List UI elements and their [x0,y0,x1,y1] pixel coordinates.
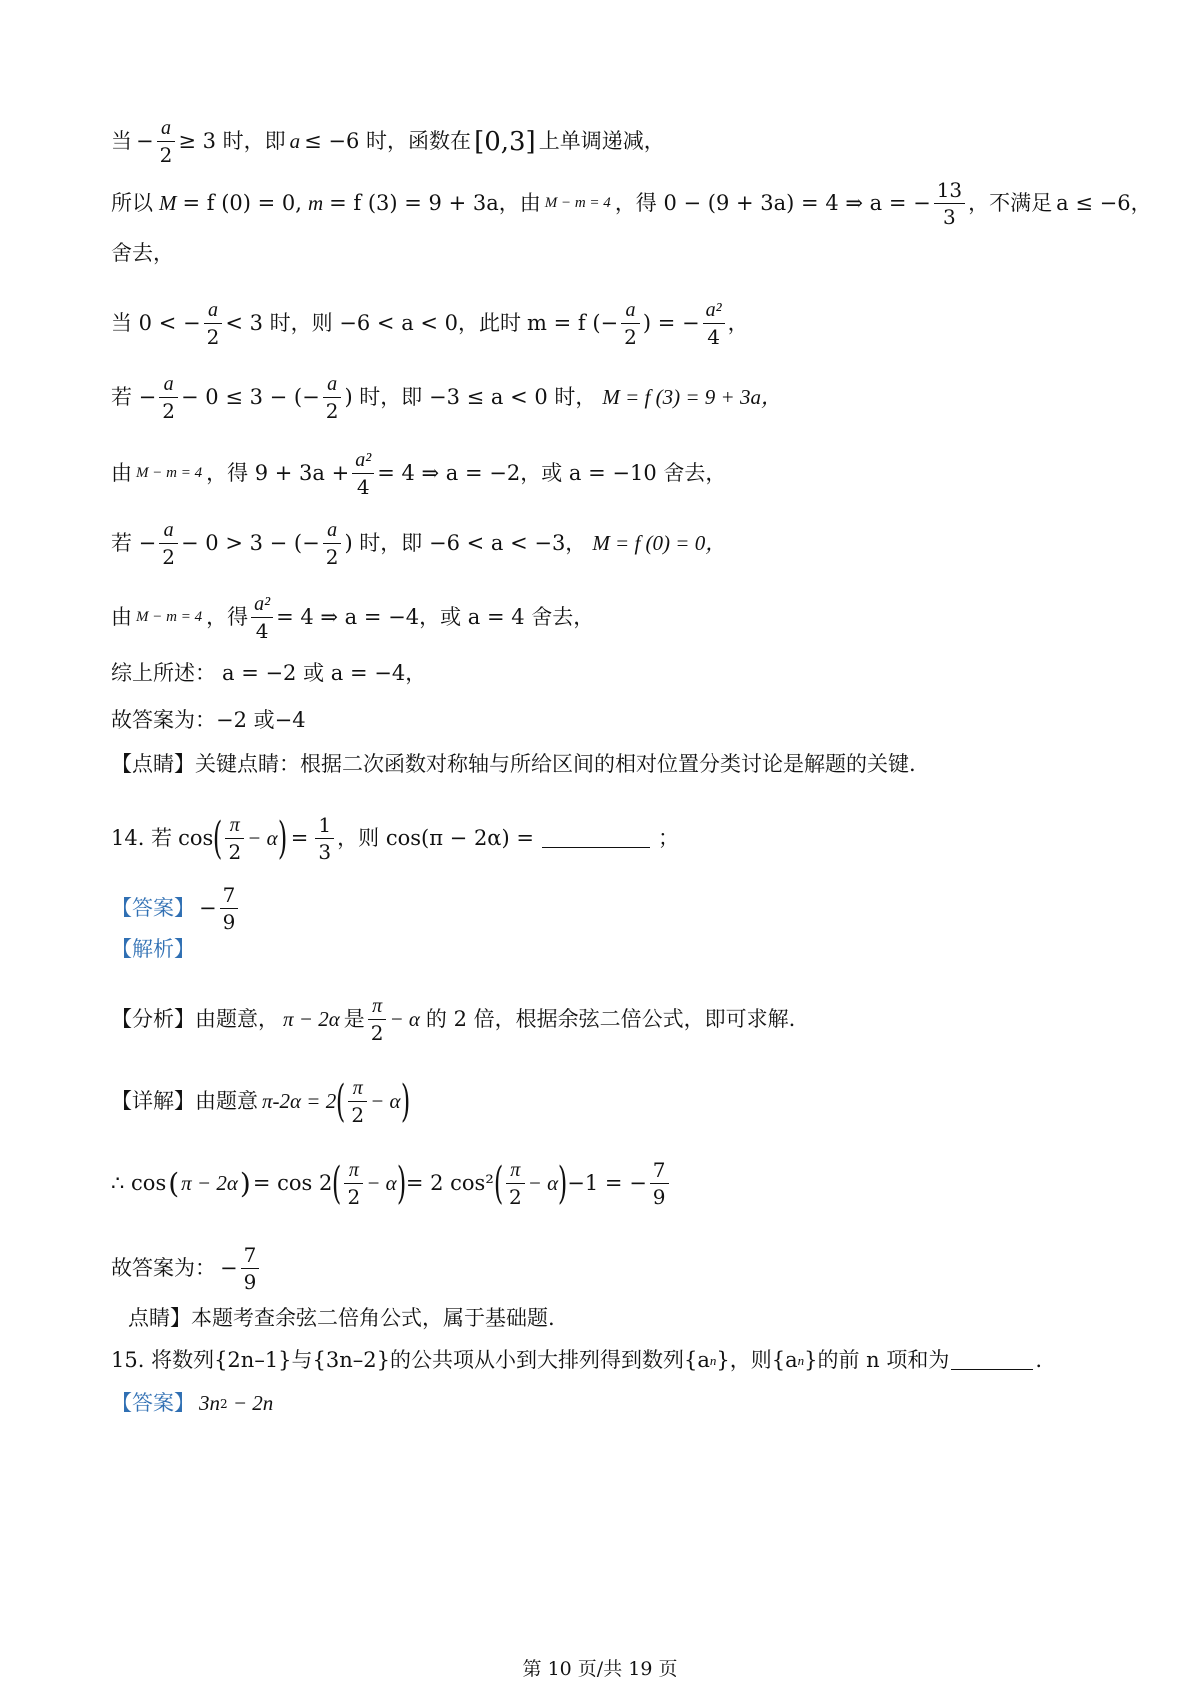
key-point-14 [128,1308,555,1329]
fraction: $\frac{\text{a²}}{4}$ [251,594,273,641]
text: ≤ −6 时，函数在 [304,129,472,153]
interval: [0,3] [474,126,536,157]
line-if-2 [111,520,726,567]
condition: M − m = 4 [136,465,203,481]
fraction: $\frac{1}{3}$ [315,815,334,862]
line-key-point [111,754,916,775]
analysis-tag: 【解析】 [111,937,195,961]
text: 【详解】由题意 [111,1089,258,1113]
fraction: $\frac{a}{2}$ [157,118,176,165]
text: 舍去， [111,241,174,265]
text: 故答案为： [111,1256,216,1280]
text: = f (3) = 9 + 3a [329,191,499,215]
question-number: 14. 若 [111,826,173,850]
answer-blank[interactable] [542,829,650,848]
answer-tag: 【答案】 [111,1391,195,1415]
text: }的前 n 项和为 [804,1348,950,1372]
text: 当 [111,129,132,153]
line-so: 所以 M = f (0) = 0, m = f (3) = 9 + 3a ，由 M − m = 4 ，得 0 − (9 + 3a) = 4 ⇒ a = − $\frac{13}{3}$ ，不满足 a ≤ −6， [111,178,1152,229]
fraction: $\frac{a}{2}$ [159,374,178,421]
text: cos [178,826,214,850]
fraction: $\frac{a}{2}$ [323,374,342,421]
text: ，不满足 [968,191,1053,215]
line-from-1 [111,450,726,497]
text: 由 [111,605,132,629]
text: ； [657,826,679,850]
fraction: $\frac{a}{2}$ [323,520,342,567]
text: ∴ cos [111,1171,167,1195]
text: m = f (− [527,311,619,335]
line-discard [111,243,174,264]
fraction: $\frac{a}{2}$ [159,520,178,567]
text: a = −2 或 a = −4， [222,661,427,685]
analysis-line [111,996,795,1043]
text: − 2n [227,1391,274,1415]
text: 当 0 < − [111,311,201,335]
text: ，得 [206,605,249,629]
text: = 4 ⇒ a = −2，或 a = −10 舍去， [377,461,727,485]
text: = f (0) = 0, [182,191,302,215]
text: π − 2α [181,1171,238,1195]
text: 故答案为：−2 或−4 [111,708,306,732]
text: 所以 [111,191,153,215]
condition: M − m = 4 [136,609,203,625]
fraction: $\frac{\text{a²}}{4}$ [703,300,725,347]
line-if-1 [111,374,782,421]
text: ，得 9 + 3a + [206,461,350,485]
text: ，则 cos(π − 2α) = [337,826,534,850]
text: 点睛】本题考查余弦二倍角公式，属于基础题. [128,1306,555,1330]
fraction: $\frac{7}{9}$ [650,1160,669,1207]
fraction: $\frac{\pi}{2}$ [225,815,244,862]
text: − 0 > 3 − (− [181,531,320,555]
text: 若 − [111,531,157,555]
text: −1 = − [567,1171,647,1195]
answer-tag: 【答案】 [111,896,195,920]
text: = 4 ⇒ a = −4，或 a = 4 舍去， [276,605,595,629]
fraction: $\frac{a}{2}$ [204,300,223,347]
text: . [1035,1348,1043,1372]
text: M = f (0) = 0， [592,531,727,555]
line-case-2 [111,300,749,347]
text: M = f (3) = 9 + 3a， [602,385,782,409]
text: 的 2 倍，根据余弦二倍公式，即可求解. [425,1007,796,1031]
text: ，得 0 − (9 + 3a) = 4 ⇒ a = − [614,191,931,215]
text: − α [247,826,278,850]
answer-blank[interactable] [951,1351,1033,1370]
fraction: $\frac{\pi}{2}$ [368,996,387,1043]
question-14: 14. 若 cos ( $\frac{\pi}{2}$ − α ) = $\frac{1}{3}$ ，则 cos(π − 2α) = ； [111,812,679,864]
text: π-2α = 2 [262,1089,337,1113]
text: 综上所述： [111,661,216,685]
text: − α [527,1171,559,1195]
fraction: $\frac{\pi}{2}$ [506,1160,525,1207]
text: − [199,896,217,920]
text: ) 时，即 −3 ≤ a < 0 时， [344,385,597,409]
text: a ≤ −6， [1056,191,1152,215]
text: − α [389,1007,420,1031]
fraction: $\frac{13}{3}$ [934,180,965,227]
text: − 0 ≤ 3 − (− [181,385,320,409]
text: = 2 cos² [405,1171,494,1195]
condition: M − m = 4 [544,195,611,211]
page-footer: 第 10 页/共 19 页 [522,1658,678,1680]
text: = [290,826,309,850]
fraction: $\frac{7}{9}$ [220,885,239,932]
answer-14 [111,885,241,932]
text: ，由 [498,191,541,215]
text: − α [366,1171,397,1195]
line-summary [111,663,426,684]
fraction: $\frac{7}{9}$ [241,1245,260,1292]
line-from-2 [111,594,594,641]
text: ) = − [642,311,700,335]
text: ≥ 3 时，即 [178,129,286,153]
line-answer-13 [111,710,306,731]
text: 15. 将数列{2n–1}与{3n–2}的公共项从小到大排列得到数列{a [111,1348,710,1372]
text: 【分析】由题意， [111,1007,279,1031]
fraction: $\frac{a}{2}$ [621,300,640,347]
text: π − 2α [283,1007,340,1031]
fraction: $\frac{\pi}{2}$ [348,1078,367,1125]
answer-15: 【答案】 3n 2 − 2n [111,1391,274,1415]
fraction: $\frac{\text{a²}}{4}$ [352,450,374,497]
analysis-tag-line [111,939,195,960]
fraction: $\frac{\pi}{2}$ [344,1160,363,1207]
text: − [220,1256,238,1280]
text: 【点睛】关键点睛：根据二次函数对称轴与所给区间的相对位置分类讨论是解题的关键. [111,752,916,776]
text: ， [727,311,749,335]
detail-line: 【详解】由题意 π-2α = 2 ( $\frac{\pi}{2}$ − α ) [111,1075,410,1127]
text: 是 [343,1007,365,1031]
text: 由 [111,461,132,485]
line-case-1: 当 − $\frac{a}{2}$ ≥ 3 时，即 a ≤ −6 时，函数在 [0,3] 上单调递减， [111,117,665,167]
text: 上单调递减， [538,129,665,153]
text: 3n [199,1391,220,1415]
text: − α [370,1089,401,1113]
text: < 3 时，则 −6 < a < 0，此时 [225,311,522,335]
text: }，则{a [716,1348,798,1372]
therefore-line: ∴ cos ( π − 2α ) = cos 2 ( $\frac{\pi}{2}$ − α ) = 2 cos² ( $\frac{\pi}{2}$ − α ) −1 = − $\frac{7}{9}$ [111,1160,672,1207]
answer-line-14 [111,1245,262,1292]
text: 若 − [111,385,157,409]
question-15: 15. 将数列{2n–1}与{3n–2}的公共项从小到大排列得到数列{a n }，则{a n }的前 n 项和为 . [111,1348,1043,1372]
text: = cos 2 [252,1171,333,1195]
text: ) 时，即 −6 < a < −3， [344,531,587,555]
